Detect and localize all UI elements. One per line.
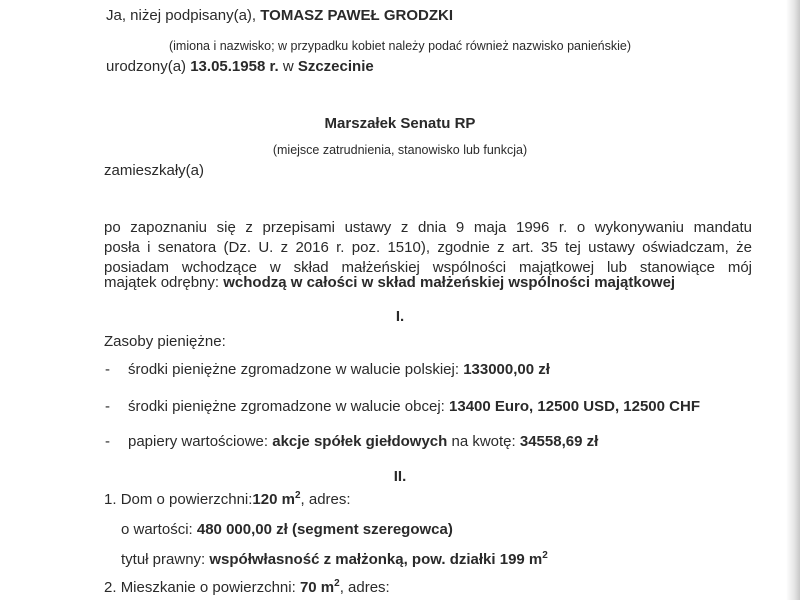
house-value: 480 000,00 zł (segment szeregowca) bbox=[196, 521, 453, 538]
list-item-polish-currency bbox=[128, 361, 550, 379]
house-line bbox=[104, 491, 351, 509]
house-value-label: o wartości: bbox=[121, 521, 193, 538]
flat-line bbox=[104, 579, 390, 597]
list-item-securities-type: akcje spółek giełdowych bbox=[272, 433, 448, 450]
list-item-dash: - bbox=[105, 361, 110, 378]
list-item-dash: - bbox=[105, 398, 110, 415]
house-value-line bbox=[121, 521, 453, 539]
house-title: współwłasność z małżonką, pow. działki 199 m bbox=[209, 551, 543, 568]
residence-label: zamieszkały(a) bbox=[104, 162, 205, 179]
page-edge-shadow bbox=[786, 0, 800, 600]
birth-line bbox=[106, 58, 374, 76]
declarant-line bbox=[106, 7, 453, 25]
list-item-dash: - bbox=[105, 433, 110, 450]
name-hint: (imiona i nazwisko; w przypadku kobiet należy podać również nazwisko panieńskie) bbox=[168, 39, 632, 53]
list-item-amount-label: na kwotę: bbox=[451, 433, 516, 450]
position-hint: (miejsce zatrudnienia, stanowisko lub funkcja) bbox=[272, 143, 528, 157]
house-address-label: , adres: bbox=[300, 491, 351, 508]
declarant-name: TOMASZ PAWEŁ GRODZKI bbox=[260, 7, 454, 24]
list-item-securities bbox=[128, 433, 598, 451]
list-item-value: 13400 Euro, 12500 USD, 12500 CHF bbox=[449, 398, 700, 415]
flat-label: Mieszkanie o powierzchni: bbox=[120, 579, 296, 596]
statement-line-2: posła i senatora (Dz. U. z 2016 r. poz. 1510), zgodnie z art. 35 tej ustawy oświadczam, że bbox=[104, 239, 752, 256]
birth-place: Szczecinie bbox=[297, 58, 374, 75]
house-area: 120 m bbox=[252, 491, 295, 508]
house-title-line bbox=[121, 551, 548, 569]
house-title-label: tytuł prawny: bbox=[121, 551, 206, 568]
section-1-title: Zasoby pieniężne: bbox=[104, 333, 226, 350]
list-item-value: 34558,69 zł bbox=[519, 433, 599, 450]
born-label: urodzony(a) bbox=[106, 58, 187, 75]
list-item-foreign-currency bbox=[128, 398, 700, 416]
list-item-label: papiery wartościowe: bbox=[128, 433, 269, 450]
section-1-heading: I. bbox=[395, 308, 405, 325]
statement-prefix: majątek odrębny: bbox=[104, 274, 220, 291]
birth-date: 13.05.1958 r. bbox=[190, 58, 279, 75]
statement-line-1: po zapoznaniu się z przepisami ustawy z dnia 9 maja 1996 r. o wykonywaniu mandatu bbox=[104, 219, 752, 236]
list-item-label: środki pieniężne zgromadzone w walucie polskiej: bbox=[128, 361, 460, 378]
statement-line-3: posiadam wchodzące w skład małżeńskiej wspólności majątkowej lub stanowiące mój bbox=[104, 259, 752, 276]
house-number: 1. bbox=[104, 491, 117, 508]
house-title-sup: 2 bbox=[542, 550, 548, 561]
statement-answer: wchodzą w całości w skład małżeńskiej wspólności majątkowej bbox=[223, 274, 676, 291]
statement-line-4 bbox=[104, 274, 675, 292]
position-title: Marszałek Senatu RP bbox=[324, 115, 476, 132]
section-2-heading: II. bbox=[393, 468, 407, 485]
house-area-sup: 2 bbox=[294, 490, 301, 501]
list-item-label: środki pieniężne zgromadzone w walucie obcej: bbox=[128, 398, 445, 415]
flat-area-sup: 2 bbox=[334, 578, 340, 589]
flat-area: 70 m bbox=[299, 579, 335, 596]
house-label: Dom o powierzchni: bbox=[120, 491, 253, 508]
flat-number: 2. bbox=[104, 579, 117, 596]
list-item-value: 133000,00 zł bbox=[463, 361, 550, 378]
flat-address-label: , adres: bbox=[339, 579, 390, 596]
birth-in: w bbox=[282, 58, 294, 75]
intro-text: Ja, niżej podpisany(a), bbox=[106, 7, 257, 24]
